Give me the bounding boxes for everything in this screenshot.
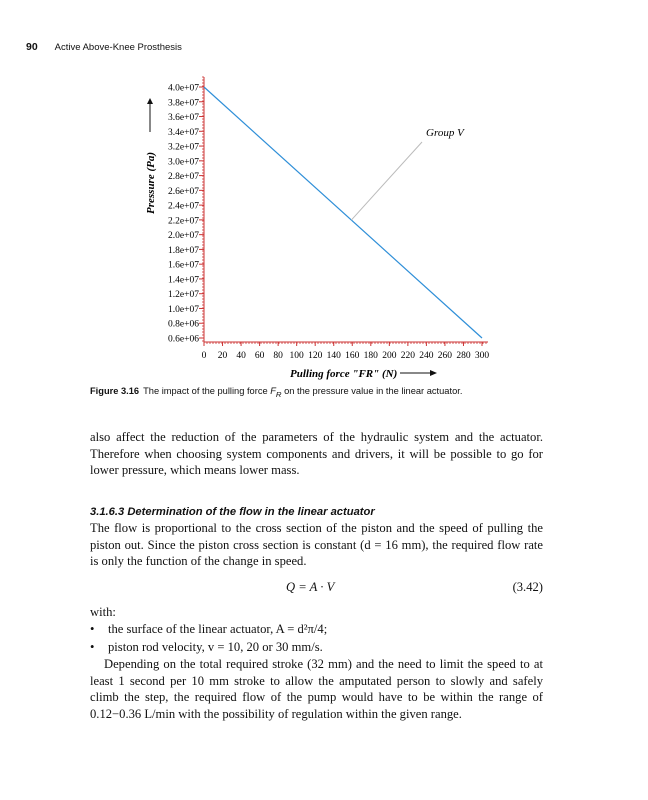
y-tick-label: 1.8e+07 (168, 245, 199, 256)
equation-number: (3.42) (512, 580, 543, 594)
x-tick-label: 80 (273, 351, 283, 361)
x-tick-label: 160 (345, 351, 360, 361)
caption-text-b: on the pressure value in the linear actuator. (281, 386, 463, 396)
running-title: Active Above-Knee Prosthesis (54, 42, 182, 53)
x-tick-label: 140 (326, 351, 341, 361)
x-tick-label: 40 (236, 351, 246, 361)
paragraph-1: also affect the reduction of the parameters of the hydraulic system and the actuator. Therefore when choosing system components and drivers, it will be possible to go for lower pressure, which means lower mass. (90, 430, 543, 477)
page-number: 90 (26, 41, 38, 53)
y-tick-label: 2.0e+07 (168, 231, 199, 242)
x-axis-label: Pulling force "FR" (N) (290, 368, 398, 380)
bullet-dot: • (90, 622, 95, 636)
y-tick-label: 3.0e+07 (168, 157, 199, 168)
y-tick-label: 2.2e+07 (168, 216, 199, 227)
section-heading: 3.1.6.3 Determination of the flow in the linear actuator (90, 506, 375, 518)
y-axis (168, 77, 204, 345)
y-tick-label: 1.2e+07 (168, 290, 199, 301)
x-tick-label: 220 (400, 351, 415, 361)
caption-var: F (270, 386, 276, 396)
with-label: with: (90, 605, 116, 619)
x-label-arrowhead (430, 370, 437, 376)
equation-formula: Q = A · V (286, 580, 335, 594)
x-tick-label: 260 (437, 351, 453, 361)
y-axis-label: Pressure (Pa) (145, 151, 157, 214)
paragraph-3: Depending on the total required stroke (32 mm) and the need to limit the speed to at least 1 second per 10 mm stroke to allow the amputated person to slowly and safely climb the step, the required flow of the pump would have to be within the range of 0.12−0.36 L/min with the possibility of regulation within the given range. (90, 657, 543, 721)
bullet-dot: • (90, 640, 95, 654)
x-axis (202, 342, 490, 361)
caption-sub: R (275, 389, 282, 399)
x-tick-label: 0 (201, 351, 207, 361)
y-tick-label: 3.8e+07 (168, 98, 199, 109)
y-tick-label: 1.0e+07 (168, 304, 199, 315)
x-tick-label: 120 (308, 351, 323, 361)
y-tick-label: 1.4e+07 (168, 275, 199, 286)
x-tick-label: 300 (474, 351, 490, 361)
y-tick-label: 3.6e+07 (168, 113, 199, 124)
x-tick-label: 100 (289, 351, 304, 361)
figure-caption (90, 386, 560, 399)
bullet-text: the surface of the linear actuator, A = d²π/4; (108, 622, 328, 636)
pressure-force-chart (0, 0, 648, 385)
y-label-arrowhead (147, 98, 153, 104)
paragraph-2: The flow is proportional to the cross section of the piston and the speed of pulling the piston out. Since the piston cross section is constant (d = 16 mm), the required flow rate is only the function of the change in speed. (90, 521, 543, 568)
bullet-text: piston rod velocity, v = 10, 20 or 30 mm/s. (108, 640, 323, 654)
series-group (204, 87, 482, 338)
x-tick-label: 240 (419, 351, 434, 361)
figure-label: Figure 3.16 (90, 386, 140, 396)
annotation-leader-line (351, 142, 422, 220)
y-tick-label: 3.2e+07 (168, 142, 199, 153)
group-annotation: Group V (426, 127, 464, 139)
x-tick-label: 60 (254, 351, 265, 361)
y-label-group (145, 98, 157, 214)
y-tick-label: 4.0e+07 (168, 83, 199, 94)
x-tick-label: 200 (382, 351, 397, 361)
caption-text-a: The impact of the pulling force (143, 386, 271, 396)
x-tick-label: 20 (217, 351, 228, 361)
y-tick-label: 0.8e+06 (168, 319, 199, 330)
y-tick-label: 3.4e+07 (168, 127, 199, 138)
y-tick-label: 1.6e+07 (168, 260, 199, 271)
y-tick-label: 2.4e+07 (168, 201, 199, 212)
y-tick-label: 2.8e+07 (168, 172, 199, 183)
y-tick-label: 0.6e+06 (168, 334, 199, 345)
y-tick-label: 2.6e+07 (168, 186, 199, 197)
series-line-group-v (204, 87, 482, 338)
x-tick-label: 180 (363, 351, 378, 361)
x-tick-label: 280 (456, 351, 471, 361)
